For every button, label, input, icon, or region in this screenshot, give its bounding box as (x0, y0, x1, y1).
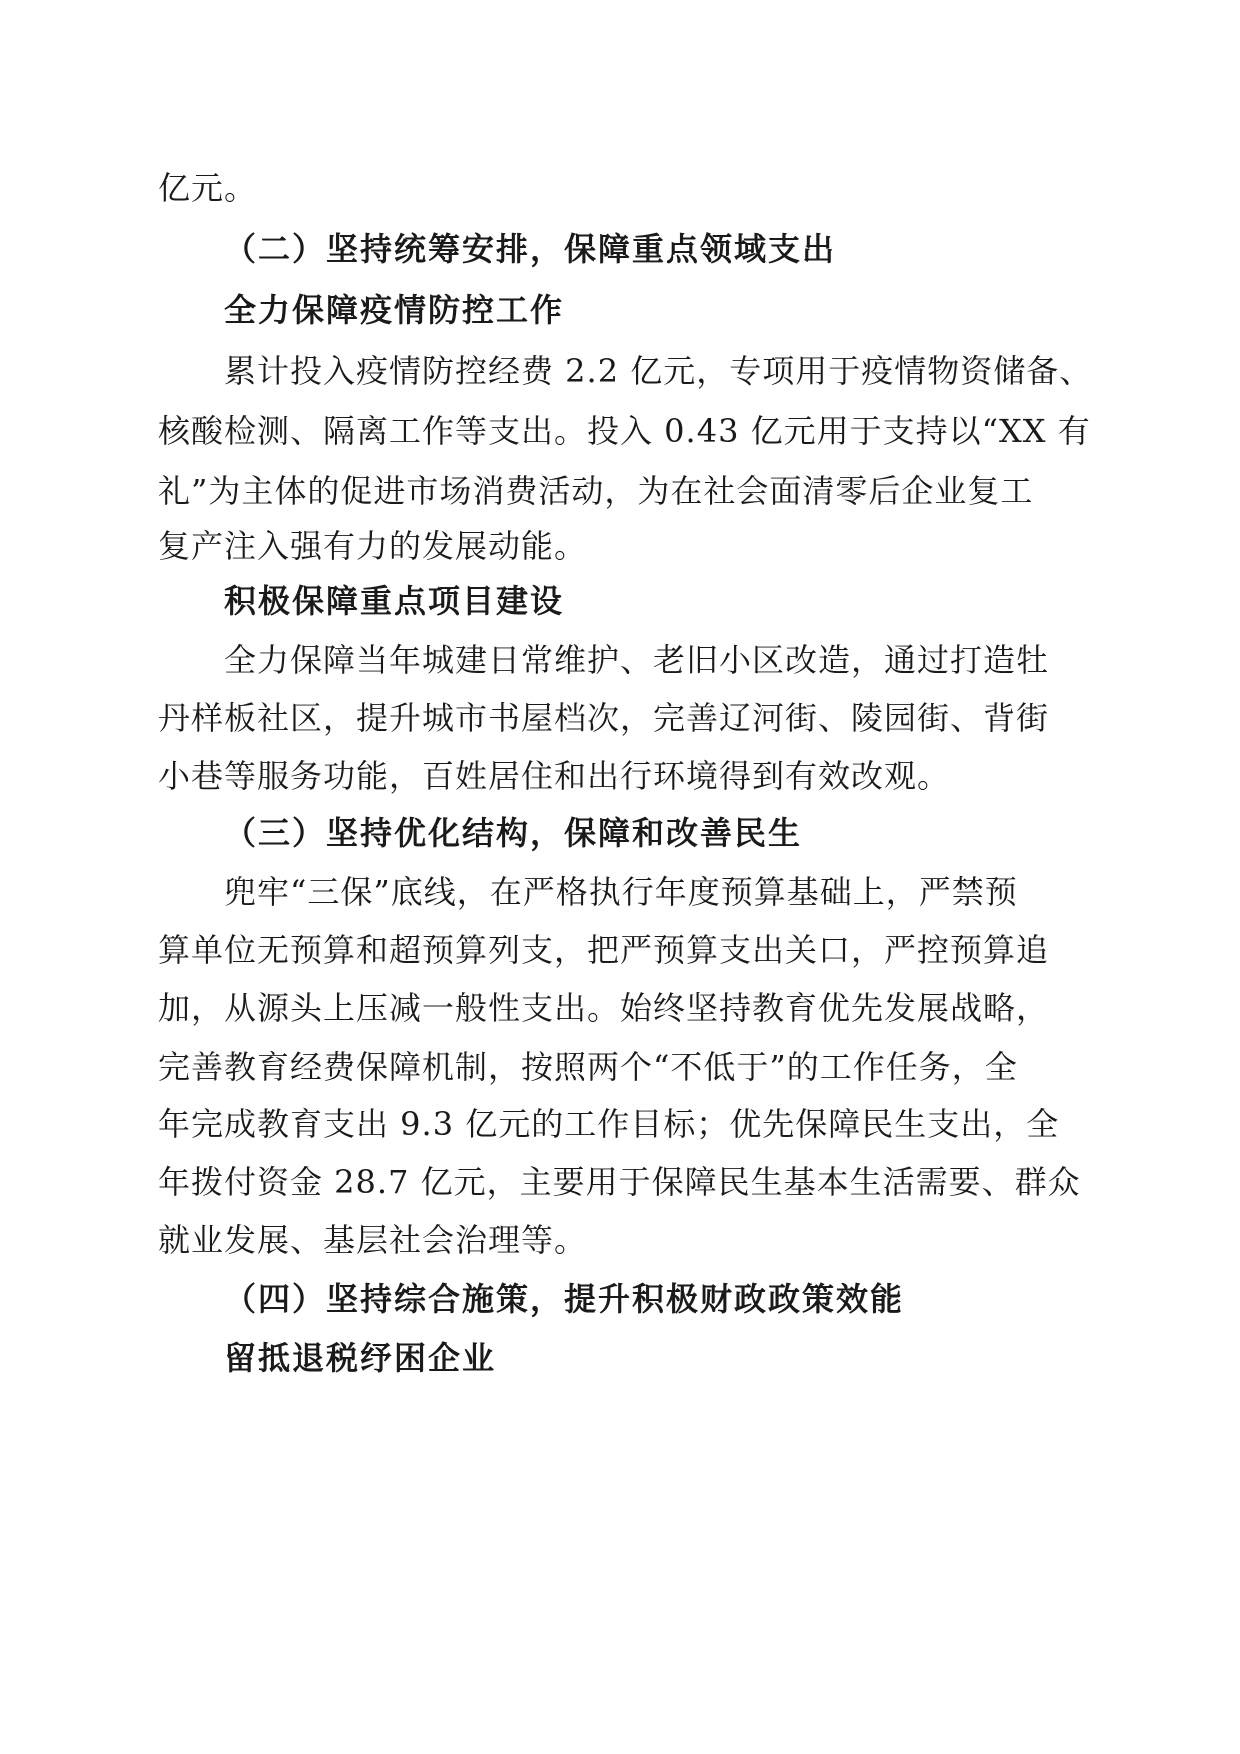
paragraph-line: 就业发展、基层社会治理等。 (158, 1221, 588, 1259)
paragraph-line: 丹样板社区，提升城市书屋档次，完善辽河街、陵园街、背街 (158, 699, 1050, 737)
paragraph-line: 全力保障当年城建日常维护、老旧小区改造，通过打造牡 (224, 641, 1050, 679)
paragraph-line: 复产注入强有力的发展动能。 (158, 527, 588, 565)
section-heading-4: （四）坚持综合施策，提升积极财政政策效能 (224, 1280, 905, 1318)
paragraph-continuation: 亿元。 (158, 169, 258, 207)
paragraph-line: 礼”为主体的促进市场消费活动，为在社会面清零后企业复工 (158, 472, 1034, 510)
paragraph-line: 年完成教育支出 9.3 亿元的工作目标；优先保障民生支出，全 (158, 1105, 1060, 1143)
paragraph-line: 小巷等服务功能，百姓居住和出行环境得到有效改观。 (158, 757, 951, 795)
subheading-projects: 积极保障重点项目建设 (224, 582, 565, 620)
paragraph-line: 加，从源头上压减一般性支出。始终坚持教育优先发展战略， (158, 989, 1050, 1027)
paragraph-line: 算单位无预算和超预算列支，把严预算支出关口，严控预算追 (158, 931, 1050, 969)
paragraph-line: 年拨付资金 28.7 亿元，主要用于保障民生基本生活需要、群众 (158, 1163, 1081, 1201)
paragraph-line: 核酸检测、隔离工作等支出。投入 0.43 亿元用于支持以“XX 有 (158, 412, 1091, 450)
section-heading-2: （二）坚持统筹安排，保障重点领域支出 (224, 230, 837, 268)
paragraph-line: 完善教育经费保障机制，按照两个“不低于”的工作任务，全 (158, 1048, 1018, 1086)
subheading-tax-refund: 留抵退税纾困企业 (224, 1339, 497, 1377)
paragraph-line: 累计投入疫情防控经费 2.2 亿元，专项用于疫情物资储备、 (224, 352, 1093, 390)
subheading-epidemic: 全力保障疫情防控工作 (224, 291, 565, 329)
paragraph-line: 兜牢“三保”底线，在严格执行年度预算基础上，严禁预 (224, 873, 1018, 911)
section-heading-3: （三）坚持优化结构，保障和改善民生 (224, 814, 803, 852)
